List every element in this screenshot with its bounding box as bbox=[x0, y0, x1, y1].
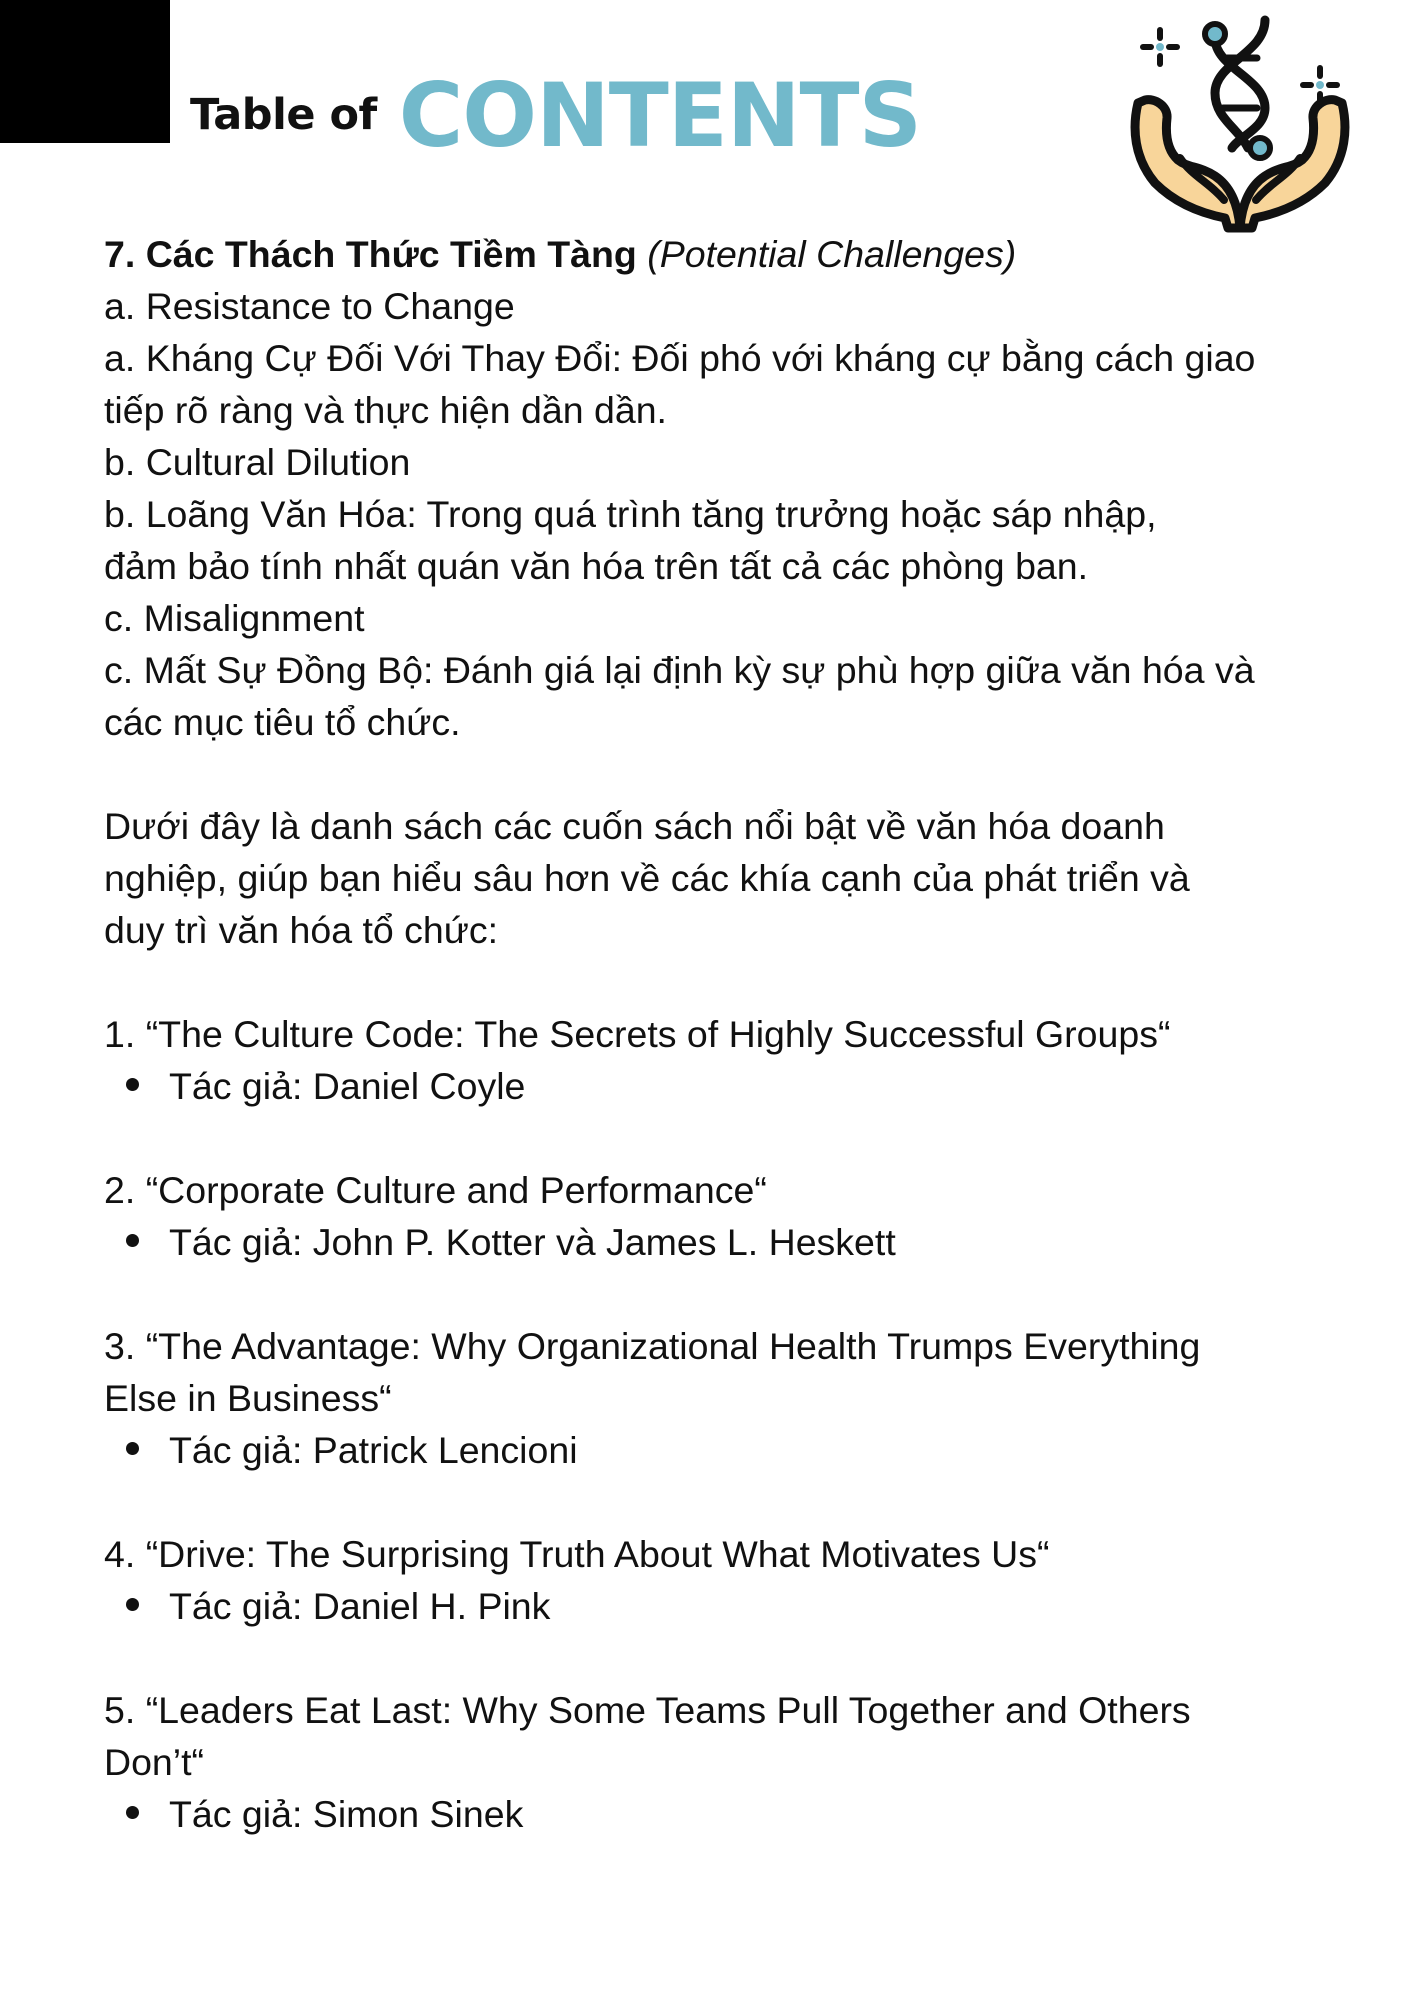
challenge-line: a. Resistance to Change bbox=[104, 285, 515, 327]
challenge-line: c. Mất Sự Đồng Bộ: Đánh giá lại định kỳ sự phù hợp giữa văn hóa và bbox=[104, 649, 1255, 691]
spacer bbox=[104, 748, 1334, 800]
corner-block bbox=[0, 0, 170, 143]
intro-line: duy trì văn hóa tổ chức: bbox=[104, 909, 499, 951]
book-title: 3. “The Advantage: Why Organizational Health Trumps Everything bbox=[104, 1325, 1201, 1367]
book-item-4 bbox=[104, 1528, 1334, 1632]
book-author-text: Tác giả: Daniel H. Pink bbox=[169, 1585, 551, 1627]
book-item-5 bbox=[104, 1684, 1334, 1840]
book-item-2 bbox=[104, 1164, 1334, 1268]
book-item-3 bbox=[104, 1320, 1334, 1476]
book-author-text: Tác giả: John P. Kotter và James L. Heskett bbox=[169, 1221, 896, 1263]
challenge-line: tiếp rõ ràng và thực hiện dần dần. bbox=[104, 389, 667, 431]
bullet-dot-icon bbox=[126, 1806, 139, 1819]
section-heading-italic: (Potential Challenges) bbox=[647, 233, 1017, 275]
spacer bbox=[104, 1632, 1334, 1684]
bullet-dot-icon bbox=[126, 1598, 139, 1611]
challenge-line: c. Misalignment bbox=[104, 597, 365, 639]
section-heading-bold: 7. Các Thách Thức Tiềm Tàng bbox=[104, 233, 637, 275]
bullet-dot-icon bbox=[126, 1442, 139, 1455]
bullet-dot-icon bbox=[126, 1078, 139, 1091]
challenge-line: đảm bảo tính nhất quán văn hóa trên tất cả các phòng ban. bbox=[104, 545, 1089, 587]
bullet-dot-icon bbox=[126, 1234, 139, 1247]
intro-line: nghiệp, giúp bạn hiểu sâu hơn về các khía cạnh của phát triển và bbox=[104, 857, 1190, 899]
spacer bbox=[104, 1268, 1334, 1320]
spacer bbox=[104, 1112, 1334, 1164]
book-title: Else in Business“ bbox=[104, 1377, 392, 1419]
book-author bbox=[104, 1788, 1334, 1840]
book-author-text: Tác giả: Patrick Lencioni bbox=[169, 1429, 578, 1471]
book-author-text: Tác giả: Simon Sinek bbox=[169, 1793, 524, 1835]
book-title: 4. “Drive: The Surprising Truth About What Motivates Us“ bbox=[104, 1533, 1050, 1575]
book-title: 1. “The Culture Code: The Secrets of Highly Successful Groups“ bbox=[104, 1013, 1171, 1055]
book-author bbox=[104, 1060, 1334, 1112]
challenge-line: a. Kháng Cự Đối Với Thay Đổi: Đối phó với kháng cự bằng cách giao bbox=[104, 337, 1256, 379]
intro-line: Dưới đây là danh sách các cuốn sách nổi bật về văn hóa doanh bbox=[104, 805, 1165, 847]
book-title: 5. “Leaders Eat Last: Why Some Teams Pull Together and Others bbox=[104, 1689, 1191, 1731]
main-content bbox=[104, 228, 1334, 1840]
dna-hands-icon bbox=[1120, 8, 1360, 238]
title-big: CONTENTS bbox=[398, 63, 921, 167]
title-small: Table of bbox=[190, 90, 377, 140]
book-author bbox=[104, 1216, 1334, 1268]
book-title: 2. “Corporate Culture and Performance“ bbox=[104, 1169, 767, 1211]
book-author bbox=[104, 1424, 1334, 1476]
book-author bbox=[104, 1580, 1334, 1632]
challenge-line: các mục tiêu tổ chức. bbox=[104, 701, 461, 743]
challenge-line: b. Loãng Văn Hóa: Trong quá trình tăng trưởng hoặc sáp nhập, bbox=[104, 493, 1157, 535]
section-heading bbox=[104, 228, 1334, 280]
page-header bbox=[190, 60, 921, 170]
challenge-line: b. Cultural Dilution bbox=[104, 441, 411, 483]
book-item-1 bbox=[104, 1008, 1334, 1112]
book-title: Don’t“ bbox=[104, 1741, 205, 1783]
spacer bbox=[104, 1476, 1334, 1528]
book-author-text: Tác giả: Daniel Coyle bbox=[169, 1065, 526, 1107]
spacer bbox=[104, 956, 1334, 1008]
